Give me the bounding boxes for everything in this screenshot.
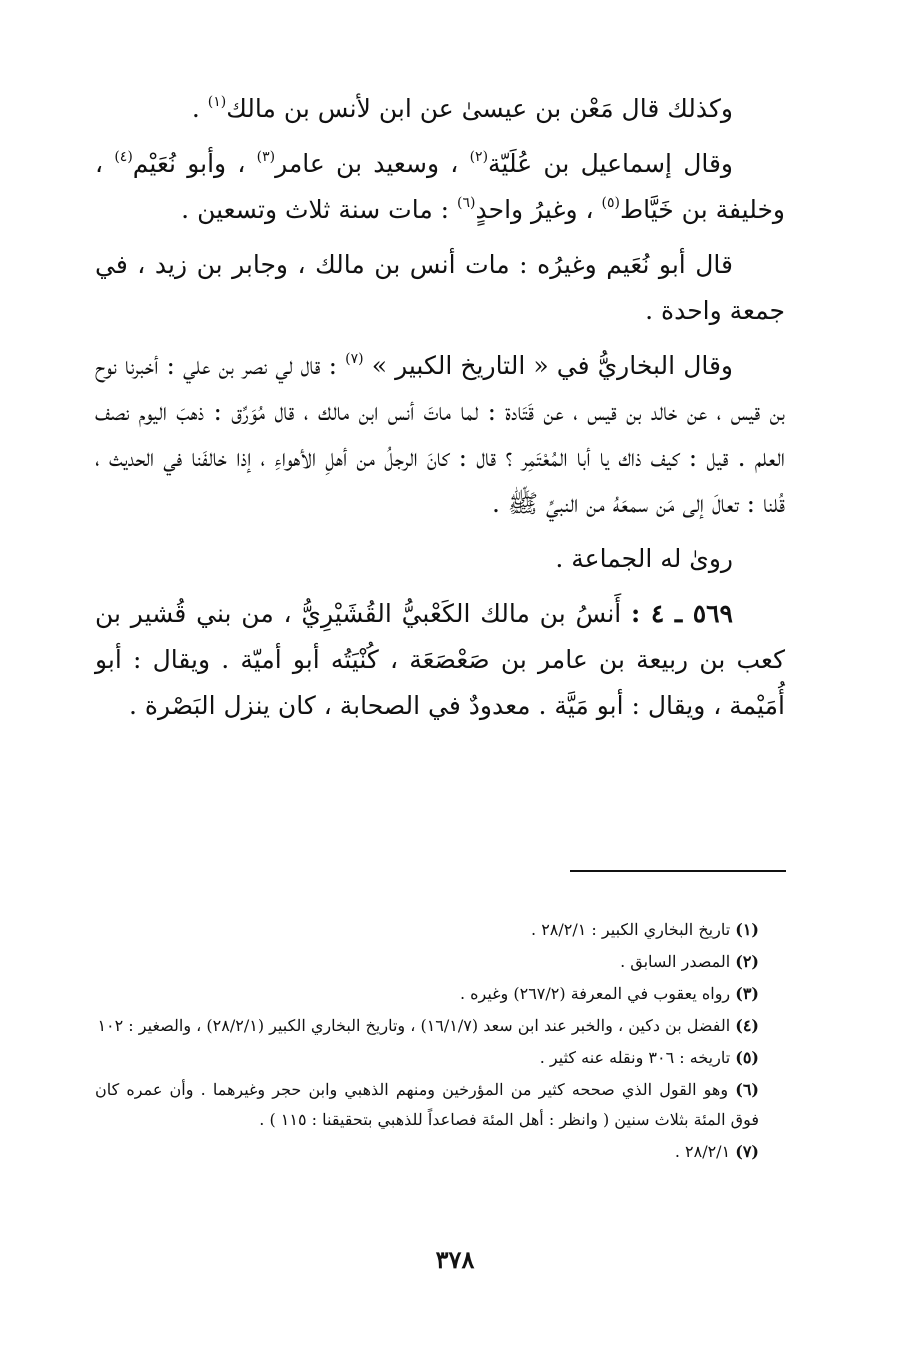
paragraph-5: روىٰ له الجماعة . xyxy=(555,544,733,573)
footnote-ref-5: (٥) xyxy=(601,195,620,211)
footnote-text: تاريخه : ٣٠٦ ونقله عنه كثير . xyxy=(539,1048,731,1067)
paragraph-2-part-a: وقال إسماعيل بن عُلَيّة xyxy=(488,149,734,178)
footnote-6 xyxy=(95,1075,759,1135)
footnote-separator xyxy=(570,870,786,872)
footnote-ref-2: (٢) xyxy=(469,149,489,165)
paragraph-3: قال أبو نُعَيم وغيرُه : مات أنس بن مالك ، وجابر بن زيد ، في جمعة واحدة . xyxy=(95,250,785,325)
main-text xyxy=(95,86,785,738)
footnote-text: تاريخ البخاري الكبير : ٢٨/٢/١ . xyxy=(531,920,731,939)
page-number: ٣٧٨ xyxy=(435,1245,475,1274)
footnote-number: (٣) xyxy=(735,984,759,1003)
paragraph-4-part-a: وقال البخاريُّ في « التاريخ الكبير » xyxy=(371,351,734,380)
footnote-4 xyxy=(95,1011,759,1041)
footnote-text: وهو القول الذي صححه كثير من المؤرخين ومنهم الذهبي وابن حجر وغيرهما . وأن عمره كان فوق المئة بثلاث سنين ( وانظر : أهل المئة فصاعداً للذهبي بتحقيقنا : ١١٥ ) . xyxy=(95,1080,759,1129)
paragraph-2-part-e: ، وغيرُ واحدٍ xyxy=(475,195,594,224)
footnote-3 xyxy=(95,979,759,1009)
paragraph-2 xyxy=(95,141,785,233)
entry-number: ٥٦٩ ـ ٤ : xyxy=(631,599,733,628)
footnote-1 xyxy=(95,915,759,945)
paragraph-1 xyxy=(95,86,785,132)
entry-569 xyxy=(95,591,785,729)
footnote-7 xyxy=(95,1137,759,1167)
paragraph-2-part-f: : مات سنة ثلاث وتسعين . xyxy=(181,195,450,224)
footnote-ref-4: (٤) xyxy=(114,149,133,165)
footnote-ref-3: (٣) xyxy=(256,149,276,165)
footnote-number: (١) xyxy=(735,920,759,939)
paragraph-1-text: وكذلك قال مَعْن بن عيسىٰ عن ابن لأنس بن مالك xyxy=(226,94,733,123)
footnote-5 xyxy=(95,1043,759,1073)
footnote-number: (٧) xyxy=(735,1142,759,1161)
footnote-number: (٢) xyxy=(735,952,759,971)
footnote-ref-6: (٦) xyxy=(457,195,476,211)
footnote-number: (٤) xyxy=(735,1016,759,1035)
paragraph-4 xyxy=(95,343,785,527)
paragraph-4-part-b: : قال لي نصر بن علي : أخبرنا نوح بن قيس ، عن خالد بن قيس ، عن قَتَادة : لما ماتَ أنس ابن مالك ، قال مُوَرِّق : ذهبَ اليوم نصف العلم . قيل : كيف ذاك يا أبا المُعْتَمِر ؟ قال : كانَ الرجلُ من أهلِ الأهواءِ ، إذا خالفَنا في الحديث ، قُلنا : تعالَ إلى مَن سمعَهُ من النبيِّ ﷺ . xyxy=(95,351,785,518)
footnote-text: ٢٨/٢/١ . xyxy=(674,1142,731,1161)
footnotes xyxy=(95,915,759,1169)
footnote-text: المصدر السابق . xyxy=(620,952,731,971)
footnote-2 xyxy=(95,947,759,977)
entry-text: أَنسُ بن مالك الكَعْبيُّ القُشَيْرِيُّ ، من بني قُشير بن كعب بن ربيعة بن عامر بن صَعْصَعَة ، كُنْيَتُه أبو أميّة . ويقال : أبو أُمَيْمة ، ويقال : أبو مَيَّة . معدودٌ في الصحابة ، كان ينزل البَصْرة . xyxy=(95,599,785,720)
paragraph-2-part-d: ، وخليفة بن خَيَّاط xyxy=(95,149,785,224)
footnote-text: رواه يعقوب في المعرفة (٢٦٧/٢) وغيره . xyxy=(459,984,731,1003)
paragraph-2-part-c: ، وأبو نُعَيْم xyxy=(132,149,246,178)
paragraph-1-end: . xyxy=(191,94,200,123)
footnote-ref-1: (١) xyxy=(207,94,227,110)
paragraph-2-part-b: ، وسعيد بن عامر xyxy=(275,149,459,178)
footnote-text: الفضل بن دكين ، والخبر عند ابن سعد (١٦/١/٧) ، وتاريخ البخاري الكبير (٢٨/٢/١) ، والصغير : ١٠٢ xyxy=(97,1016,731,1035)
footnote-ref-7: (٧) xyxy=(345,351,364,367)
footnote-number: (٦) xyxy=(735,1080,759,1099)
footnote-number: (٥) xyxy=(735,1048,759,1067)
